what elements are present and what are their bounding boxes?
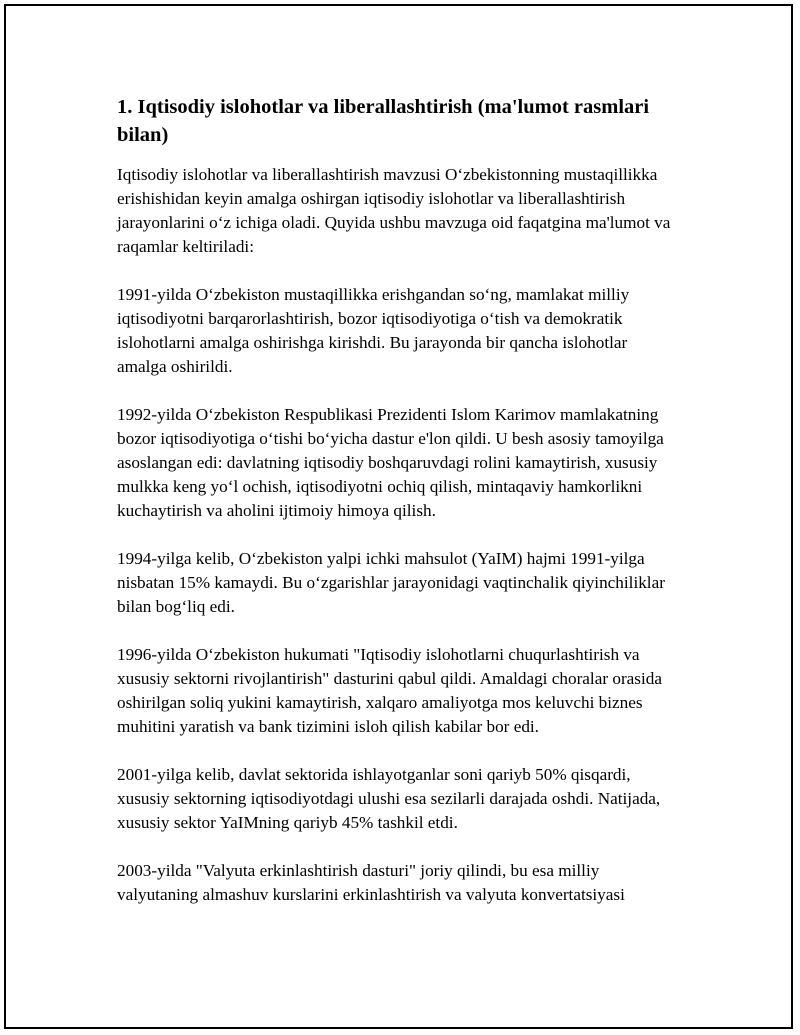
document-heading: 1. Iqtisodiy islohotlar va liberallashtirish (ma'lumot rasmlari bilan) xyxy=(117,96,650,146)
paragraph-2003: 2003-yilda "Valyuta erkinlashtirish dasturi" joriy qilindi, bu esa milliy valyutaning almashuv kurslarini erkinlashtirish va valyuta konvertatsiyasi xyxy=(117,861,625,904)
paragraph-2001: 2001-yilga kelib, davlat sektorida ishlayotganlar soni qariyb 50% qisqardi, xususiy sektorning iqtisodiyotdagi ulushi esa sezilarli darajada oshdi. Natijada, xususiy sektor YaIMning qariyb 45% tashkil etdi. xyxy=(117,765,661,832)
paragraph-1996: 1996-yilda O‘zbekiston hukumati "Iqtisodiy islohotlarni chuqurlashtirish va xususiy sektorni rivojlantirish" dasturini qabul qildi. Amaldagi choralar orasida oshirilgan soliq yukini kamaytirish, xalqaro amaliyotga mos keluvchi biznes muhitini yaratish va bank tizimini isloh qilish kabilar bor edi. xyxy=(117,645,662,736)
document-body xyxy=(117,93,677,931)
paragraph-intro: Iqtisodiy islohotlar va liberallashtirish mavzusi O‘zbekistonning mustaqillikka erishishidan keyin amalga oshirgan iqtisodiy islohotlar va liberallashtirish jarayonlarini o‘z ichiga oladi. Quyida ushbu mavzuga oid faqatgina ma'lumot va raqamlar keltiriladi: xyxy=(117,165,671,256)
paragraph-1991: 1991-yilda O‘zbekiston mustaqillikka erishgandan so‘ng, mamlakat milliy iqtisodiyotni barqarorlashtirish, bozor iqtisodiyotiga o‘tish va demokratik islohotlarni amalga oshirishga kirishdi. Bu jarayonda bir qancha islohotlar amalga oshirildi. xyxy=(117,285,630,376)
paragraph-1992: 1992-yilda O‘zbekiston Respublikasi Prezidenti Islom Karimov mamlakatning bozor iqtisodiyotiga o‘tishi bo‘yicha dastur e'lon qildi. U besh asosiy tamoyilga asoslangan edi: davlatning iqtisodiy boshqaruvdagi rolini kamaytirish, xususiy mulkka keng yo‘l ochish, iqtisodiyotni ochiq qilish, mintaqaviy hamkorlikni kuchaytirish va aholini ijtimoiy himoya qilish. xyxy=(117,405,664,520)
paragraph-1994: 1994-yilga kelib, O‘zbekiston yalpi ichki mahsulot (YaIM) hajmi 1991-yilga nisbatan 15% kamaydi. Bu o‘zgarishlar jarayonidagi vaqtinchalik qiyinchiliklar bilan bog‘liq edi. xyxy=(117,549,665,616)
